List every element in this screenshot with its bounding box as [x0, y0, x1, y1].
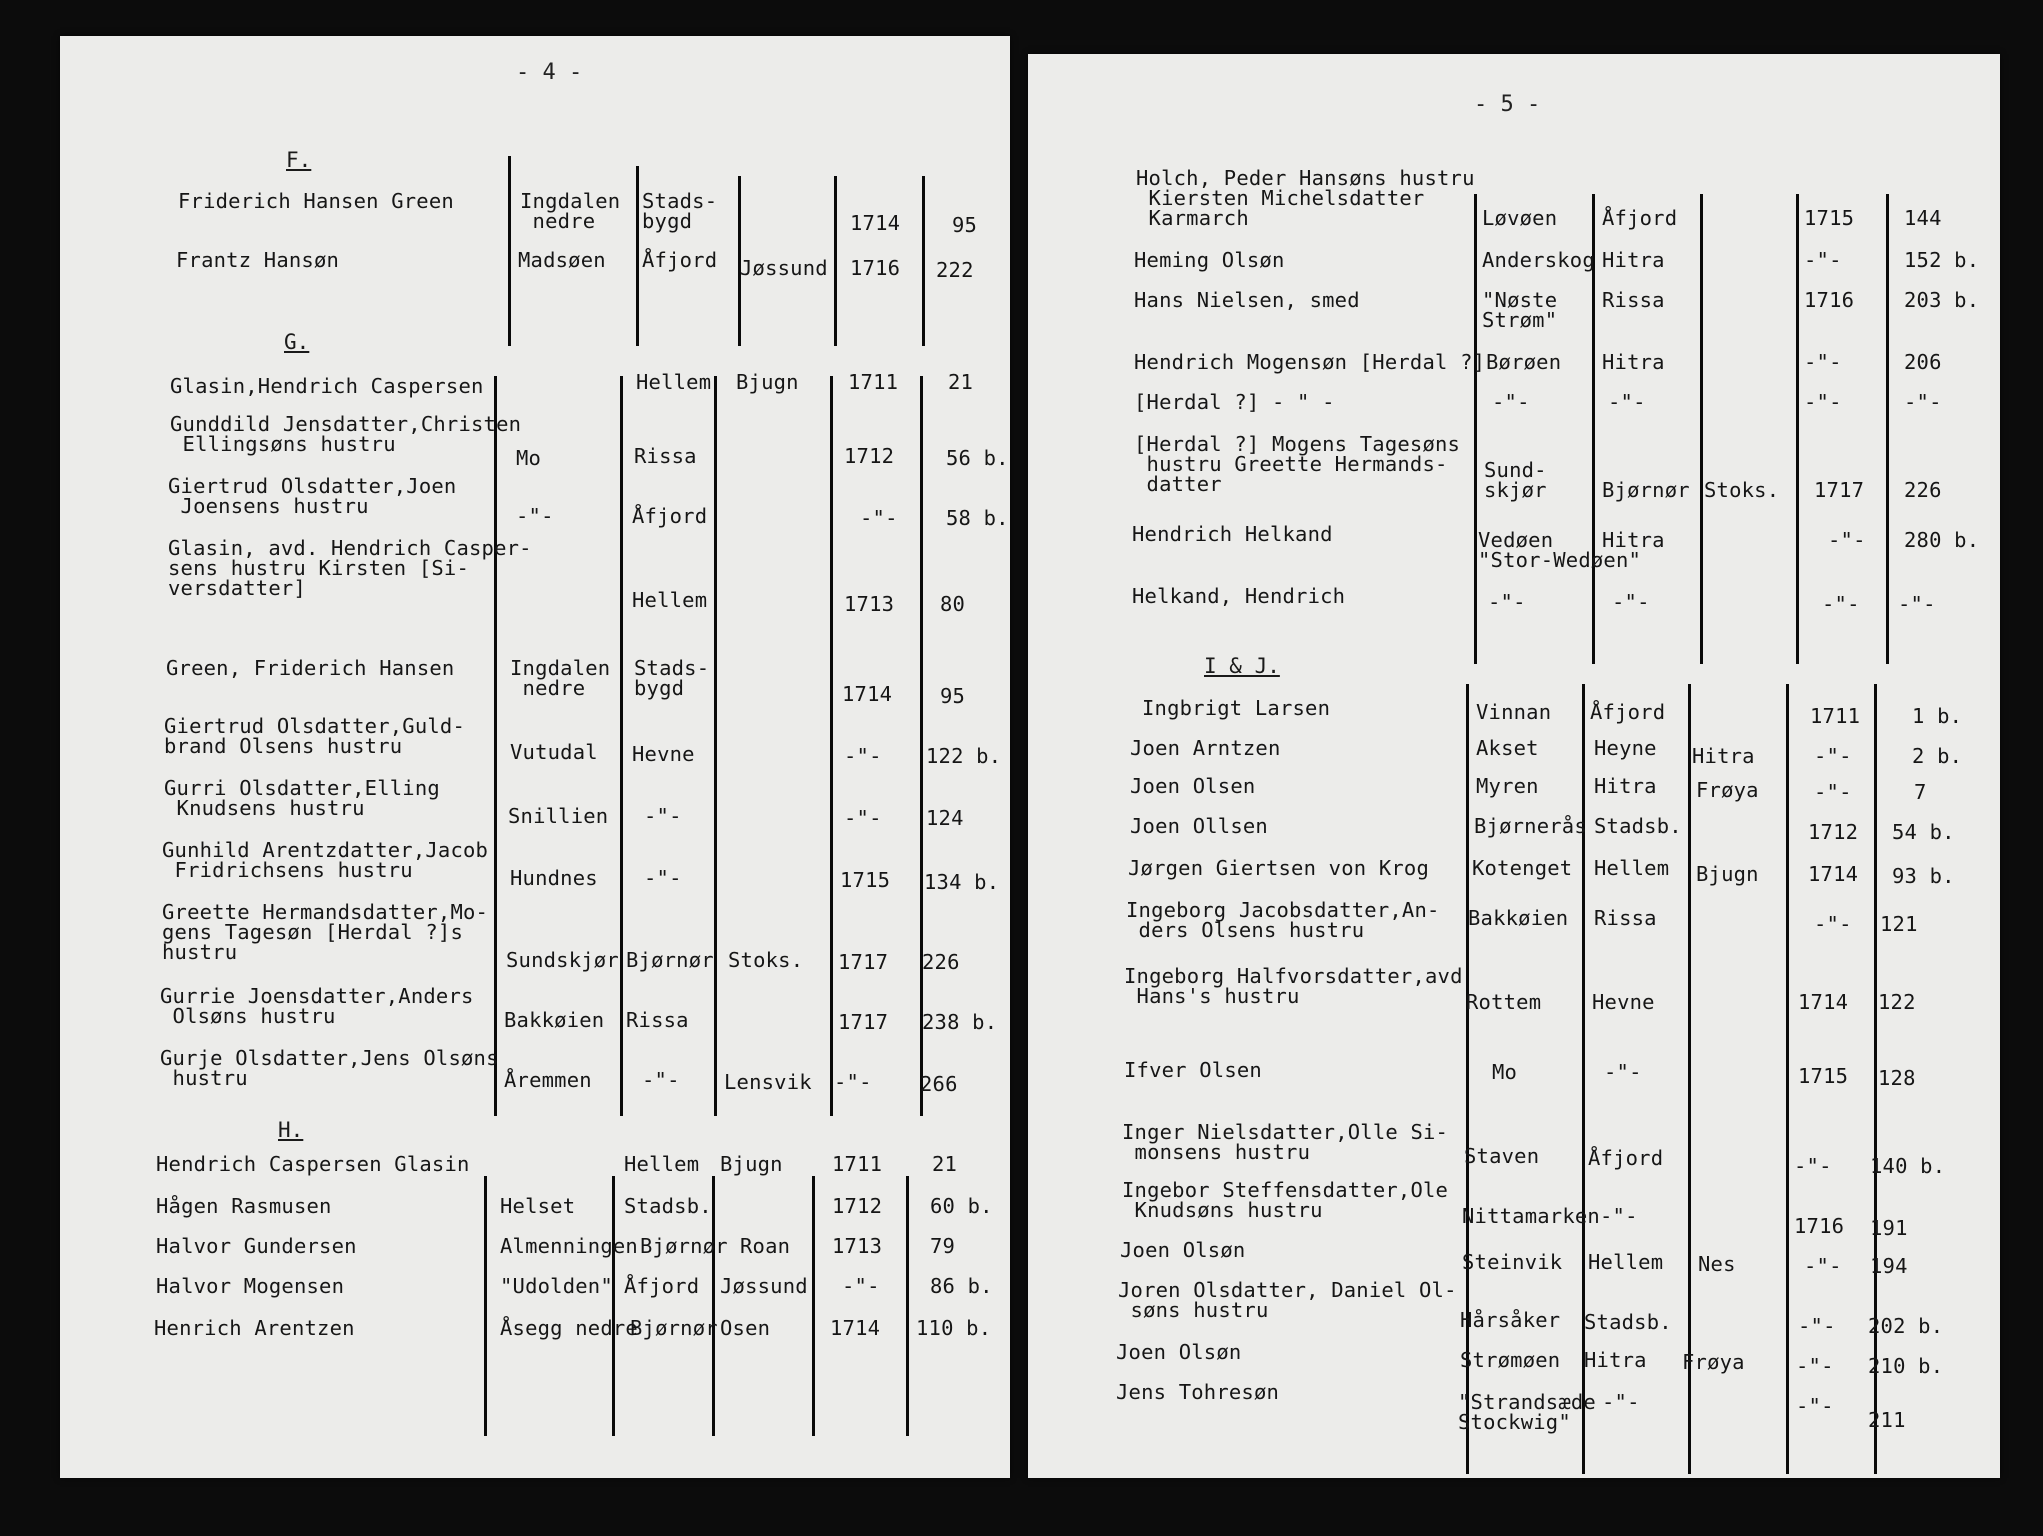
entry-parish: Åfjord [1590, 700, 1666, 724]
entry-number: 58 b. [946, 506, 1009, 530]
entry-parish: -"- [644, 866, 682, 890]
index-entry [1028, 524, 2000, 584]
entry-parish: -"- [642, 1068, 680, 1092]
entry-year: 1711 [1810, 704, 1861, 728]
entry-year: 1717 [1814, 478, 1865, 502]
index-entry [60, 536, 1010, 616]
index-entry [1028, 900, 2000, 960]
entry-name: Ingeborg Jacobsdatter,An- ders Olsens hustru [1126, 898, 1440, 942]
entry-farm: -"- [1488, 590, 1526, 614]
entry-year: 1715 [840, 868, 891, 892]
entry-number: 134 b. [924, 870, 1000, 894]
entry-farm: "Nøste Strøm" [1482, 288, 1558, 332]
entry-name: Frantz Hansøn [176, 248, 340, 272]
index-entry [60, 1318, 1010, 1378]
entry-name: Glasin, avd. Hendrich Casper- sens hustru Kirsten [Si- versdatter] [168, 536, 532, 600]
entry-number: 210 b. [1868, 1354, 1944, 1378]
entry-year: 1714 [830, 1316, 881, 1340]
index-entry [1028, 1280, 2000, 1340]
entry-farm: Åsegg nedre [500, 1316, 638, 1340]
entry-year: 1714 [850, 211, 901, 235]
entry-parish: Stadsb. [624, 1194, 712, 1218]
entry-extra: Bjugn [1696, 862, 1759, 886]
index-entry [60, 250, 1010, 310]
entry-number: 266 [920, 1072, 958, 1096]
entry-number: 7 [1914, 780, 1927, 804]
entry-farm: Kotenget [1472, 856, 1573, 880]
index-entry [1028, 1122, 2000, 1182]
entry-name: Ifver Olsen [1124, 1058, 1262, 1082]
entry-farm: Åremmen [504, 1068, 592, 1092]
entry-parish: Rissa [1602, 288, 1665, 312]
entry-year: -"- [1814, 744, 1852, 768]
entry-farm: Staven [1464, 1144, 1540, 1168]
entry-parish: Bjørnør [640, 1234, 728, 1258]
entry-parish: Åfjord [642, 248, 718, 272]
entry-parish: Hellem [624, 1152, 700, 1176]
entry-extra: Osen [720, 1316, 771, 1340]
entry-name: Gurri Olsdatter,Elling Knudsens hustru [164, 776, 440, 820]
entry-number: -"- [1904, 390, 1942, 414]
entry-number: 211 [1868, 1408, 1906, 1432]
entry-year: 1712 [1808, 820, 1859, 844]
entry-parish: Rissa [634, 444, 697, 468]
entry-number: 54 b. [1892, 820, 1955, 844]
page-number: - 5 - [1474, 92, 1541, 117]
entry-number: 95 [952, 213, 978, 237]
entry-extra: Bjugn [736, 370, 799, 394]
entry-number: 238 b. [922, 1010, 998, 1034]
entry-extra: Bjugn [720, 1152, 783, 1176]
entry-farm: Vinnan [1476, 700, 1552, 724]
entry-number: 121 [1880, 912, 1918, 936]
entry-number: 140 b. [1870, 1154, 1946, 1178]
entry-number: 2 b. [1912, 744, 1963, 768]
entry-year: -"- [1804, 390, 1842, 414]
entry-name: Joen Olsøn [1120, 1238, 1246, 1262]
entry-parish: -"- [1600, 1204, 1638, 1228]
entry-number: 86 b. [930, 1274, 993, 1298]
entry-number: 95 [940, 684, 966, 708]
entry-year: 1715 [1804, 206, 1855, 230]
entry-parish: Åfjord [1588, 1146, 1664, 1170]
entry-parish: Åfjord [1602, 206, 1678, 230]
entry-parish: -"- [1612, 590, 1650, 614]
entry-parish: Bjørnør [1602, 478, 1690, 502]
entry-farm: Mo [1492, 1060, 1518, 1084]
entry-number: 1 b. [1912, 704, 1963, 728]
entry-year: 1714 [842, 682, 893, 706]
entry-parish: Stadsb. [1594, 814, 1682, 838]
entry-name: Friderich Hansen Green [178, 189, 454, 213]
index-entry [60, 414, 1010, 474]
entry-parish: Åfjord [624, 1274, 700, 1298]
entry-number: 152 b. [1904, 248, 1980, 272]
entry-year: -"- [860, 506, 898, 530]
entry-name: Green, Friderich Hansen [166, 656, 455, 680]
entry-name: Hendrich Caspersen Glasin [156, 1152, 470, 1176]
index-entry [60, 900, 1010, 974]
entry-farm: Helset [500, 1194, 576, 1218]
entry-parish: -"- [1604, 1060, 1642, 1084]
index-entry [1028, 586, 2000, 646]
entry-year: 1716 [850, 256, 901, 280]
entry-name: Gurrie Joensdatter,Anders Olsøns hustru [160, 984, 474, 1028]
entry-year: -"- [1828, 528, 1866, 552]
entry-farm: Rottem [1466, 990, 1542, 1014]
entry-extra: Jøssund [720, 1274, 808, 1298]
entry-farm: Løvøen [1482, 206, 1558, 230]
entry-year: -"- [1794, 1154, 1832, 1178]
entry-parish: Hellem [1594, 856, 1670, 880]
entry-number: 206 [1904, 350, 1942, 374]
entry-year: 1713 [832, 1234, 883, 1258]
entry-extra: Hitra [1692, 744, 1755, 768]
entry-name: Gunhild Arentzdatter,Jacob Fridrichsens hustru [162, 838, 489, 882]
index-entry [1028, 1382, 2000, 1442]
entry-year: 1715 [1798, 1064, 1849, 1088]
entry-parish: Bjørnør [626, 948, 714, 972]
page-number: - 4 - [516, 60, 583, 85]
entry-name: Joen Olsøn [1116, 1340, 1242, 1364]
entry-name: Hendrich Mogensøn [Herdal ?] [1134, 350, 1486, 374]
entry-extra: Frøya [1682, 1350, 1745, 1374]
entry-farm: -"- [516, 504, 554, 528]
entry-farm: Anderskog [1482, 248, 1595, 272]
entry-farm: Bjørnerås [1474, 814, 1587, 838]
entry-number: 194 [1870, 1254, 1908, 1278]
entry-name: Hendrich Helkand [1132, 522, 1333, 546]
entry-farm: Ingdalen nedre [520, 189, 621, 233]
entry-number: 280 b. [1904, 528, 1980, 552]
entry-year: 1714 [1798, 990, 1849, 1014]
entry-farm: Snillien [508, 804, 609, 828]
entry-name: Inger Nielsdatter,Olle Si- monsens hustru [1122, 1120, 1449, 1164]
entry-year: -"- [1814, 912, 1852, 936]
entry-parish: Stads- bygd [642, 189, 718, 233]
entry-year: -"- [1822, 592, 1860, 616]
entry-name: Halvor Gundersen [156, 1234, 357, 1258]
entry-name: Giertrud Olsdatter,Joen Joensens hustru [168, 474, 457, 518]
index-entry [1028, 1060, 2000, 1120]
entry-year: -"- [1804, 1254, 1842, 1278]
entry-name: Ingebor Steffensdatter,Ole Knudsøns hustru [1122, 1178, 1449, 1222]
entry-year: -"- [1798, 1314, 1836, 1338]
entry-parish: Hitra [1584, 1348, 1647, 1372]
entry-farm: "Strandsæde Stockwig" [1458, 1390, 1596, 1434]
entry-parish: Stads- bygd [634, 656, 710, 700]
entry-year: -"- [844, 806, 882, 830]
entry-farm: Bakkøien [504, 1008, 605, 1032]
entry-number: 21 [948, 370, 974, 394]
entry-name: Gunddild Jensdatter,Christen Ellingsøns hustru [170, 412, 522, 456]
entry-number: 60 b. [930, 1194, 993, 1218]
entry-year: 1717 [838, 1010, 889, 1034]
entry-parish: Hevne [632, 742, 695, 766]
entry-parish: -"- [1602, 1390, 1640, 1414]
entry-name: Holch, Peder Hansøns hustru Kiersten Michelsdatter Karmarch [1136, 166, 1475, 230]
entry-number: 203 b. [1904, 288, 1980, 312]
entry-farm: Akset [1476, 736, 1539, 760]
entry-parish: Hitra [1602, 528, 1665, 552]
entry-number: 110 b. [916, 1316, 992, 1340]
section-heading: G. [284, 330, 310, 354]
entry-number: 144 [1904, 206, 1942, 230]
index-entry [60, 840, 1010, 900]
entry-name: Ingeborg Halfvorsdatter,avd Hans's hustru [1124, 964, 1463, 1008]
entry-year: -"- [1814, 780, 1852, 804]
index-entry [1028, 168, 2000, 228]
entry-parish: Rissa [1594, 906, 1657, 930]
entry-parish: Stadsb. [1584, 1310, 1672, 1334]
entry-name: Halvor Mogensen [156, 1274, 345, 1298]
entry-parish: Åfjord [632, 504, 708, 528]
entry-year: 1716 [1804, 288, 1855, 312]
entry-parish: Bjørnør [630, 1316, 718, 1340]
entry-extra: Nes [1698, 1252, 1736, 1276]
entry-name: Heming Olsøn [1134, 248, 1285, 272]
entry-farm: "Udolden" [500, 1274, 613, 1298]
right-page [1028, 54, 2000, 1478]
entry-extra: Roan [740, 1234, 791, 1258]
entry-farm: Madsøen [518, 248, 606, 272]
entry-parish: -"- [1608, 390, 1646, 414]
entry-name: Hågen Rasmusen [156, 1194, 332, 1218]
entry-name: [Herdal ?] - " - [1134, 390, 1335, 414]
entry-year: -"- [842, 1274, 880, 1298]
entry-parish: Hitra [1594, 774, 1657, 798]
entry-number: 122 b. [926, 744, 1002, 768]
entry-number: 56 b. [946, 446, 1009, 470]
entry-year: -"- [834, 1070, 872, 1094]
entry-year: -"- [1796, 1354, 1834, 1378]
section-heading: F. [286, 148, 312, 172]
index-entry [60, 716, 1010, 776]
entry-parish: Hellem [1588, 1250, 1664, 1274]
entry-number: 226 [922, 950, 960, 974]
entry-year: -"- [1796, 1394, 1834, 1418]
entry-farm: Steinvik [1462, 1250, 1563, 1274]
entry-name: Gurje Olsdatter,Jens Olsøns hustru [160, 1046, 499, 1090]
left-page [60, 36, 1010, 1478]
entry-name: [Herdal ?] Mogens Tagesøns hustru Greette Hermands- datter [1134, 432, 1461, 496]
entry-farm: Myren [1476, 774, 1539, 798]
entry-number: 191 [1870, 1216, 1908, 1240]
index-entry [1028, 432, 2000, 502]
entry-name: Giertrud Olsdatter,Guld- brand Olsens hustru [164, 714, 466, 758]
index-entry [60, 191, 1010, 251]
index-entry [1028, 290, 2000, 350]
entry-number: 122 [1878, 990, 1916, 1014]
entry-name: Ingbrigt Larsen [1142, 696, 1331, 720]
entry-year: 1714 [1808, 862, 1859, 886]
entry-farm: Almenningen [500, 1234, 638, 1258]
entry-year: 1711 [832, 1152, 883, 1176]
entry-name: Joen Ollsen [1130, 814, 1268, 838]
entry-name: Jørgen Giertsen von Krog [1128, 856, 1430, 880]
entry-parish: Hitra [1602, 350, 1665, 374]
entry-number: 21 [932, 1152, 958, 1176]
entry-farm: Sundskjør [506, 948, 619, 972]
index-entry [60, 986, 1010, 1046]
entry-farm: Sund- skjør [1484, 458, 1547, 502]
entry-year: 1711 [848, 370, 899, 394]
entry-parish: Hevne [1592, 990, 1655, 1014]
entry-number: 93 b. [1892, 864, 1955, 888]
entry-parish: Hellem [636, 370, 712, 394]
index-entry [60, 658, 1010, 718]
index-entry [60, 1048, 1010, 1108]
index-entry [1028, 1180, 2000, 1240]
entry-name: Glasin,Hendrich Caspersen [170, 374, 484, 398]
entry-name: Henrich Arentzen [154, 1316, 355, 1340]
entry-year: 1712 [832, 1194, 883, 1218]
entry-farm: Mo [516, 446, 542, 470]
entry-year: 1716 [1794, 1214, 1845, 1238]
entry-number: 80 [940, 592, 966, 616]
entry-farm: Strømøen [1460, 1348, 1561, 1372]
entry-farm: Bakkøien [1468, 906, 1569, 930]
entry-name: Joen Arntzen [1130, 736, 1281, 760]
entry-year: 1713 [844, 592, 895, 616]
entry-number: 222 [936, 258, 974, 282]
entry-number: 124 [926, 806, 964, 830]
entry-farm: Vutudal [510, 740, 598, 764]
entry-year: 1712 [844, 444, 895, 468]
entry-number: -"- [1898, 592, 1936, 616]
entry-extra: Stoks. [728, 948, 804, 972]
entry-parish: Hellem [632, 588, 708, 612]
entry-parish: -"- [644, 804, 682, 828]
entry-farm: Hundnes [510, 866, 598, 890]
index-entry [1028, 966, 2000, 1026]
entry-year: -"- [844, 744, 882, 768]
entry-farm: Nittamarken [1462, 1204, 1600, 1228]
entry-parish: Hitra [1602, 248, 1665, 272]
section-heading: H. [278, 1118, 304, 1142]
entry-farm: Børøen [1486, 350, 1562, 374]
entry-farm: Vedøen "Stor-Wedøen" [1478, 528, 1642, 572]
entry-number: 202 b. [1868, 1314, 1944, 1338]
entry-parish: Heyne [1594, 736, 1657, 760]
index-entry [60, 778, 1010, 838]
entry-number: 226 [1904, 478, 1942, 502]
entry-extra: Stoks. [1704, 478, 1780, 502]
entry-year: -"- [1804, 248, 1842, 272]
entry-year: 1717 [838, 950, 889, 974]
entry-farm: Hårsåker [1460, 1308, 1561, 1332]
entry-name: Hans Nielsen, smed [1134, 288, 1360, 312]
entry-name: Helkand, Hendrich [1132, 584, 1346, 608]
entry-extra: Frøya [1696, 778, 1759, 802]
entry-extra: Jøssund [740, 256, 828, 280]
index-entry [60, 476, 1010, 536]
entry-number: 128 [1878, 1066, 1916, 1090]
entry-parish: Rissa [626, 1008, 689, 1032]
entry-name: Greette Hermandsdatter,Mo- gens Tagesøn [Herdal ?]s hustru [162, 900, 489, 964]
entry-year: -"- [1804, 350, 1842, 374]
entry-name: Joren Olsdatter, Daniel Ol- søns hustru [1118, 1278, 1457, 1322]
entry-name: Jens Tohresøn [1116, 1380, 1280, 1404]
entry-farm: Ingdalen nedre [510, 656, 611, 700]
entry-farm: -"- [1492, 390, 1530, 414]
entry-extra: Lensvik [724, 1070, 812, 1094]
entry-name: Joen Olsen [1130, 774, 1256, 798]
entry-number: 79 [930, 1234, 956, 1258]
section-heading: I & J. [1204, 654, 1280, 678]
